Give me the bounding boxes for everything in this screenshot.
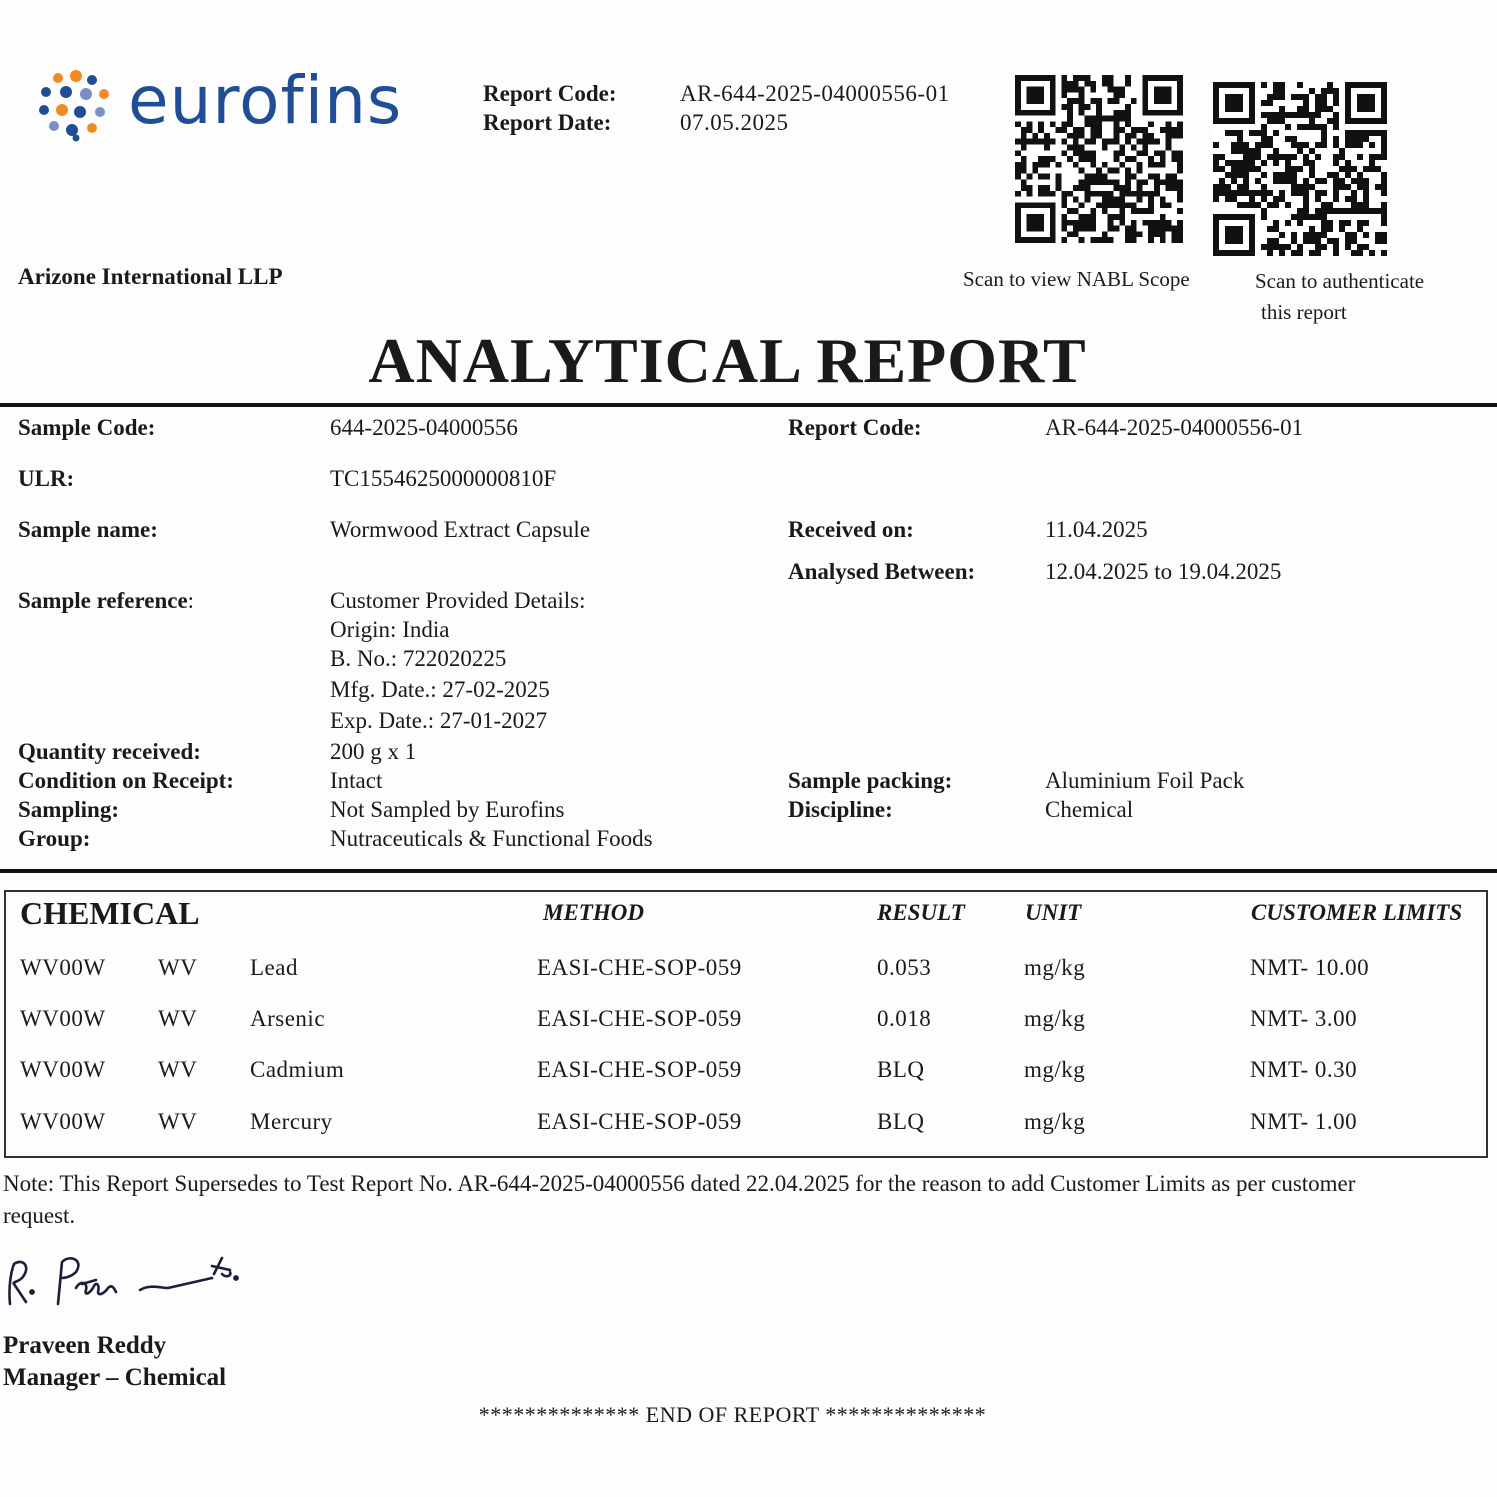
sample-reference-line: B. No.: 722020225 — [330, 646, 507, 671]
row-subcode-cell: WV — [158, 1006, 198, 1031]
row-parameter-cell: Cadmium — [250, 1057, 345, 1082]
sample-packing-value: Aluminium Foil Pack — [1045, 768, 1245, 793]
row-subcode-cell: WV — [158, 1057, 198, 1082]
row-result-cell: BLQ — [877, 1057, 925, 1082]
result-column-header: RESULT — [877, 900, 965, 925]
qr-code-nabl-icon[interactable] — [1015, 75, 1183, 243]
sampling-label: Sampling: — [18, 797, 119, 822]
header-report-code-value: AR-644-2025-04000556-01 — [680, 81, 950, 106]
row-code-cell: WV00W — [20, 955, 106, 980]
logo-wordmark: eurofins — [128, 62, 403, 139]
row-subcode-cell: WV — [158, 1109, 198, 1134]
row-limit-cell: NMT- 1.00 — [1250, 1109, 1358, 1134]
ulr-value: TC1554625000000810F — [330, 466, 557, 491]
qr-auth-caption-line2: this report — [1261, 300, 1347, 324]
group-label: Group: — [18, 826, 91, 851]
sample-code-value: 644-2025-04000556 — [330, 415, 518, 440]
row-subcode-cell: WV — [158, 955, 198, 980]
header-report-date-label: Report Date: — [483, 110, 612, 135]
row-unit-cell: mg/kg — [1024, 1057, 1086, 1082]
qr-code-authenticate-icon[interactable] — [1213, 82, 1387, 256]
row-limit-cell: NMT- 0.30 — [1250, 1057, 1358, 1082]
discipline-value: Chemical — [1045, 797, 1134, 822]
condition-label: Condition on Receipt: — [18, 768, 234, 793]
method-column-header: METHOD — [543, 900, 644, 925]
received-on-label: Received on: — [788, 517, 914, 542]
page-title: ANALYTICAL REPORT — [368, 325, 1087, 396]
row-limit-cell: NMT- 3.00 — [1250, 1006, 1358, 1031]
sample-reference-line: Origin: India — [330, 617, 450, 642]
info-divider — [0, 869, 1497, 873]
row-limit-cell: NMT- 10.00 — [1250, 955, 1370, 980]
received-on-value: 11.04.2025 — [1045, 517, 1148, 542]
row-unit-cell: mg/kg — [1024, 1109, 1086, 1134]
row-method-cell: EASI-CHE-SOP-059 — [537, 1057, 742, 1082]
row-unit-cell: mg/kg — [1024, 1006, 1086, 1031]
row-result-cell: 0.053 — [877, 955, 932, 980]
chemical-section-title: CHEMICAL — [20, 895, 200, 931]
row-code-cell: WV00W — [20, 1109, 106, 1134]
customer-limits-column-header: CUSTOMER LIMITS — [1251, 900, 1463, 925]
unit-column-header: UNIT — [1025, 900, 1082, 925]
analysed-between-label: Analysed Between: — [788, 559, 976, 584]
row-method-cell: EASI-CHE-SOP-059 — [537, 1006, 742, 1031]
row-parameter-cell: Arsenic — [250, 1006, 326, 1031]
row-parameter-cell: Mercury — [250, 1109, 333, 1134]
row-code-cell: WV00W — [20, 1057, 106, 1082]
group-value: Nutraceuticals & Functional Foods — [330, 826, 653, 851]
quantity-received-value: 200 g x 1 — [330, 739, 417, 764]
sample-packing-label: Sample packing: — [788, 768, 953, 793]
eurofins-logo-icon — [36, 70, 116, 142]
sample-reference-colon: : — [187, 588, 195, 613]
ulr-label: ULR: — [18, 466, 75, 491]
row-method-cell: EASI-CHE-SOP-059 — [537, 1109, 742, 1134]
info-report-code-label: Report Code: — [788, 415, 922, 440]
sample-reference-label: Sample reference — [18, 588, 188, 613]
row-method-cell: EASI-CHE-SOP-059 — [537, 955, 742, 980]
sample-code-label: Sample Code: — [18, 415, 156, 440]
sample-reference-line: Customer Provided Details: — [330, 588, 586, 613]
signatory-name: Praveen Reddy — [3, 1332, 167, 1359]
sample-reference-line: Exp. Date.: 27-01-2027 — [330, 708, 548, 733]
qr-nabl-caption: Scan to view NABL Scope — [963, 267, 1190, 291]
company-name: Arizone International LLP — [18, 264, 283, 289]
sample-name-value: Wormwood Extract Capsule — [330, 517, 591, 542]
quantity-received-label: Quantity received: — [18, 739, 201, 764]
header-report-code-label: Report Code: — [483, 81, 617, 106]
title-divider — [0, 403, 1497, 407]
sampling-value: Not Sampled by Eurofins — [330, 797, 565, 822]
qr-auth-caption-line1: Scan to authenticate — [1255, 269, 1425, 293]
info-report-code-value: AR-644-2025-04000556-01 — [1045, 415, 1304, 440]
analysed-between-value: 12.04.2025 to 19.04.2025 — [1045, 559, 1282, 584]
row-unit-cell: mg/kg — [1024, 955, 1086, 980]
row-parameter-cell: Lead — [250, 955, 298, 980]
end-of-report: ************** END OF REPORT ************** — [478, 1402, 987, 1427]
row-code-cell: WV00W — [20, 1006, 106, 1031]
supersede-note: Note: This Report Supersedes to Test Report No. AR-644-2025-04000556 dated 22.04.2025 for the reason to add Customer Limits as per customer request. — [3, 1171, 1356, 1228]
row-result-cell: 0.018 — [877, 1006, 932, 1031]
row-result-cell: BLQ — [877, 1109, 925, 1134]
sample-reference-label-wrap — [18, 586, 194, 615]
condition-value: Intact — [330, 768, 383, 793]
header-report-date-value: 07.05.2025 — [680, 110, 789, 135]
discipline-label: Discipline: — [788, 797, 893, 822]
signature-icon — [0, 1244, 250, 1324]
signatory-role: Manager – Chemical — [3, 1364, 227, 1391]
sample-reference-line: Mfg. Date.: 27-02-2025 — [330, 677, 550, 702]
sample-name-label: Sample name: — [18, 517, 158, 542]
